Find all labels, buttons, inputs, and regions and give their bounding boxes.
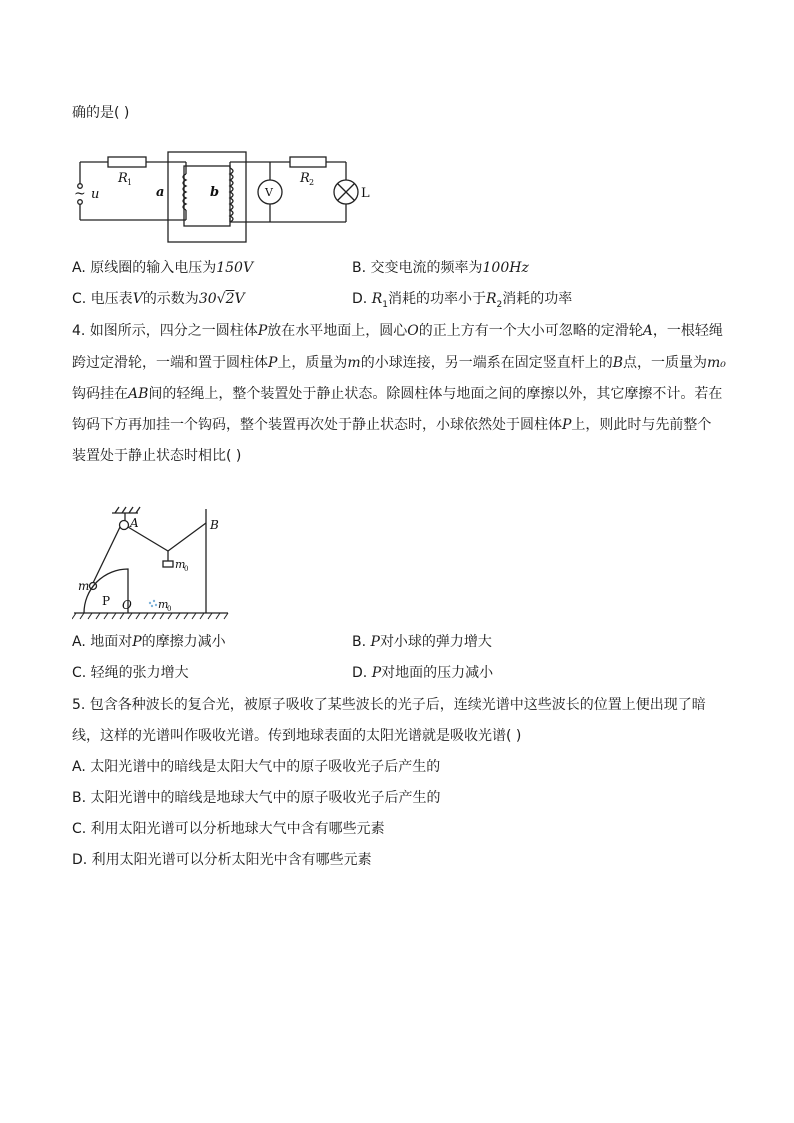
- r1-label: R: [118, 171, 128, 186]
- q3-option-d-text: D.: [352, 291, 372, 307]
- q3-option-c-root: 2: [225, 291, 235, 307]
- q3-option-a-text: A. 原线圈的输入电压为: [72, 260, 217, 276]
- q4-option-c: C. 轻绳的张力增大: [72, 665, 189, 681]
- q4-option-a: A. 地面对P的摩擦力减小: [72, 634, 226, 650]
- q3-option-d-suffix: 消耗的功率: [502, 291, 573, 307]
- label-p: P: [102, 594, 111, 608]
- resistor-r2: [290, 157, 326, 167]
- label-m0-bottom-sub: 0: [167, 605, 172, 613]
- q5-option-b: B. 太阳光谱中的暗线是地球大气中的原子吸收光子后产生的: [72, 790, 441, 806]
- q3-option-c-text: C. 电压表: [72, 291, 133, 307]
- source-label: u: [91, 187, 100, 202]
- q3-option-b: [352, 258, 529, 278]
- q3-option-d-mid: 消耗的功率小于: [387, 291, 486, 307]
- q3-option-c: C. 电压表V的示数为30√2V: [72, 291, 245, 307]
- q4-stem-line-2: 跨过定滑轮，一端和置于圆柱体P上，质量为m的小球连接，另一端系在固定竖直杆上的B点，一质量为m₀: [72, 355, 726, 371]
- q3-option-d-r2: R: [485, 291, 497, 307]
- q4-option-d: D. P对地面的压力减小: [352, 665, 494, 681]
- q5-stem-line-2: 线，这样的光谱叫作吸收光谱。传到地球表面的太阳光谱就是吸收光谱( ): [72, 728, 522, 744]
- r2-sub: 2: [309, 178, 315, 187]
- q4-stem-line-5: 装置处于静止状态时相比( ): [72, 448, 242, 464]
- q4-stem-line-3: 钩码挂在AB间的轻绳上，整个装置处于静止状态。除圆柱体与地面之间的摩擦以外，其它摩擦不计。若在: [72, 386, 723, 402]
- q3-option-a: [72, 258, 253, 278]
- lamp-label: L: [361, 186, 370, 201]
- q3-option-a-value: 150: [216, 260, 243, 276]
- q3-option-b-text: B. 交变电流的频率为: [352, 260, 483, 276]
- label-m0-top: m: [175, 558, 186, 571]
- q3-option-d-r1: R: [371, 291, 383, 307]
- voltmeter-label: V: [265, 186, 273, 199]
- q5-option-a: A. 太阳光谱中的暗线是太阳大气中的原子吸收光子后产生的: [72, 759, 441, 775]
- q5-option-c: C. 利用太阳光谱可以分析地球大气中含有哪些元素: [72, 821, 385, 837]
- q5-option-d: D. 利用太阳光谱可以分析太阳光中含有哪些元素: [72, 852, 372, 868]
- q3-option-b-value: 100: [482, 260, 510, 276]
- source-symbol: ~: [74, 186, 86, 202]
- q3-stem-tail: 确的是( ): [72, 105, 130, 121]
- q3-option-b-unit: Hz: [509, 260, 529, 276]
- coil-a-label: a: [156, 185, 165, 200]
- q3-option-c-mid: 的示数为: [142, 291, 199, 307]
- label-o: O: [122, 598, 132, 612]
- q3-option-c-var: V: [132, 291, 143, 307]
- label-m0-bottom: m: [158, 598, 169, 611]
- pulley-a: [120, 521, 129, 530]
- pulley-cylinder-diagram: [72, 505, 232, 623]
- hanging-weight: [163, 561, 173, 567]
- q4-stem-line-4: 钩码下方再加挂一个钩码，整个装置再次处于静止状态时，小球依然处于圆柱体P上，则此时与先前整个: [72, 417, 712, 433]
- transformer-circuit-diagram: [60, 148, 380, 248]
- q3-option-c-value: 30: [198, 291, 217, 307]
- r1-sub: 1: [127, 178, 133, 187]
- q3-option-d-r2-sub: 2: [496, 299, 503, 310]
- coil-b-label: b: [210, 185, 220, 200]
- q5-stem-line-1: 5. 包含各种波长的复合光，被原子吸收了某些波长的光子后，连续光谱中这些波长的位置上便出现了暗: [72, 697, 706, 713]
- q3-option-d: [352, 289, 572, 315]
- r2-label: R: [300, 171, 310, 186]
- q3-option-d-r1-sub: 1: [382, 299, 388, 310]
- q3-option-c-unit: V: [234, 291, 245, 307]
- label-a: A: [130, 516, 139, 530]
- q4-stem-line-1: 4. 如图所示，四分之一圆柱体P放在水平地面上，圆心O的正上方有一个大小可忽略的定滑轮A，一根轻绳: [72, 323, 723, 339]
- label-b: B: [210, 518, 219, 532]
- resistor-r1: [108, 157, 146, 167]
- q3-option-a-unit: V: [242, 260, 254, 276]
- label-m0-top-sub: 0: [184, 565, 189, 573]
- q4-option-b: B. P对小球的弹力增大: [352, 634, 492, 650]
- label-m: m: [78, 579, 90, 593]
